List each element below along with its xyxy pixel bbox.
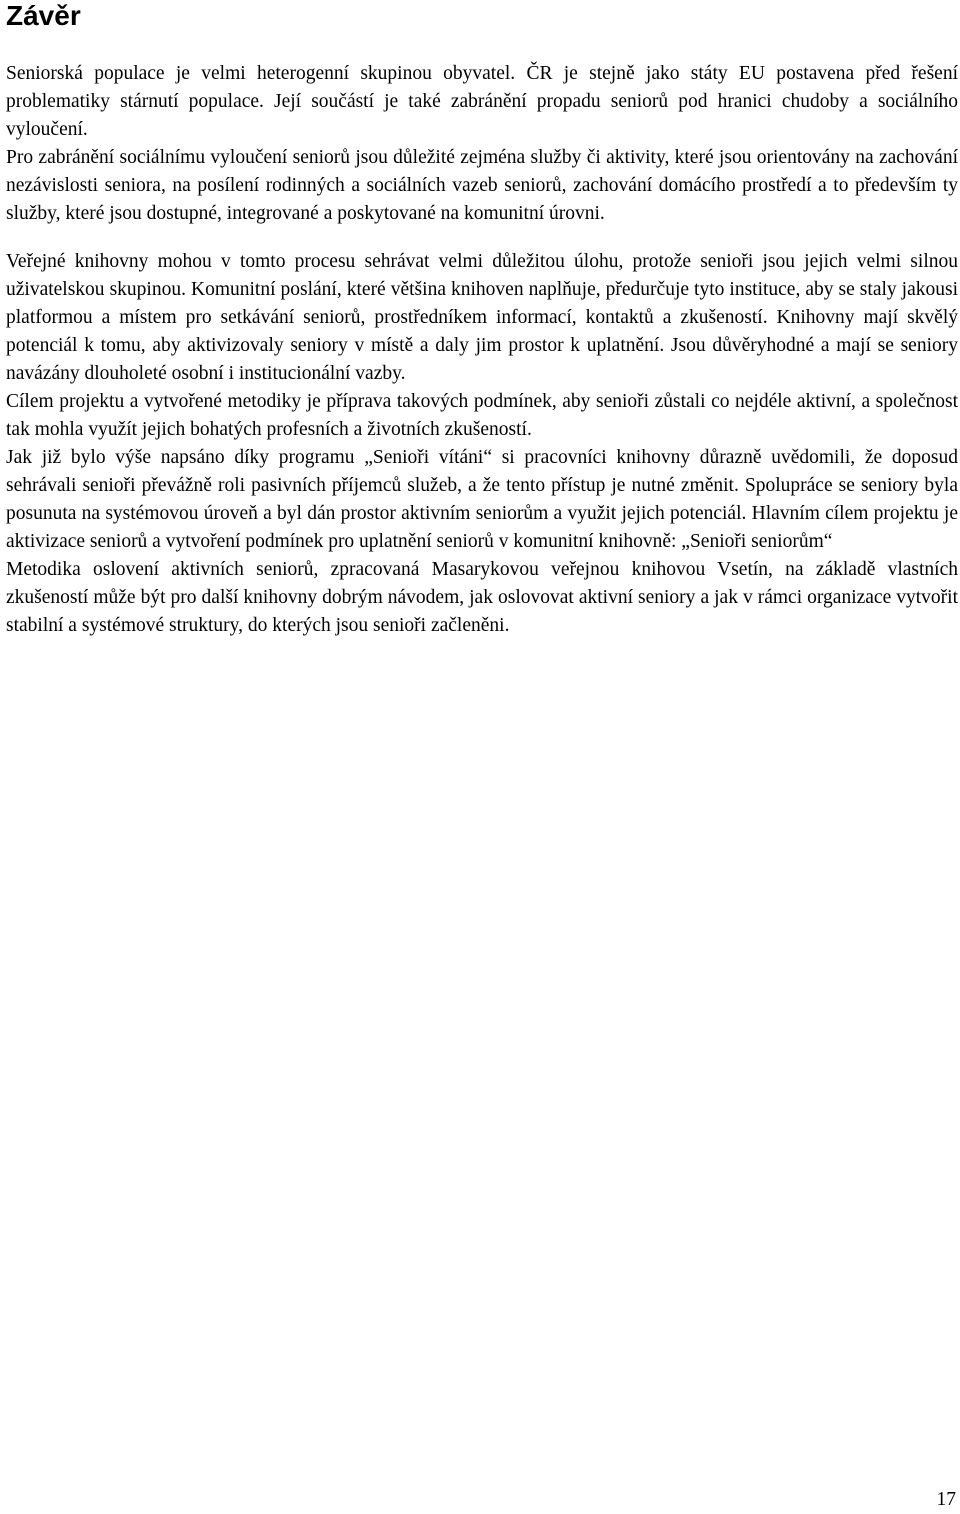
paragraph-intro: Seniorská populace je velmi heterogenní skupinou obyvatel. ČR je stejně jako státy EU postavena před řešení problematiky stárnutí populace. Její součástí je také zabránění propadu seniorů pod hranici chudoby a sociálního vyloučení. <box>6 63 958 140</box>
paragraph-public-libraries: Veřejné knihovny mohou v tomto procesu sehrávat velmi důležitou úlohu, protože senioři jsou jejich velmi silnou uživatelskou skupinou. Komunitní poslání, které většina knihoven naplňuje, předurčuje tyto instituce, aby se staly jakousi platformou a místem pro setkávání seniorů, prostředníkem informací, kontaktů a zkušeností. Knihovny mají skvělý potenciál k tomu, aby aktivizovaly seniory v místě a daly jim prostor k uplatnění. Jsou důvěryhodné a mají se seniory navázány dlouholeté osobní i institucionální vazby. <box>6 251 958 384</box>
document-body <box>6 60 958 640</box>
paragraph-spacer <box>6 228 958 248</box>
page-number: 17 <box>936 1489 956 1510</box>
paragraph-program: Jak již bylo výše napsáno díky programu „Senioři vítáni“ si pracovníci knihovny důrazně uvědomili, že doposud sehrávali senioři převážně roli pasivních příjemců služeb, a že tento přístup je nutné změnit. Spolupráce se seniory byla posunuta na systémovou úroveň a byl dán prostor aktivním seniorům a využit jejich potenciál. Hlavním cílem projektu je aktivizace seniorů a vytvoření podmínek pro uplatnění seniorů v komunitní knihovně: „Senioři seniorům“ <box>6 447 958 552</box>
paragraph-methodology: Metodika oslovení aktivních seniorů, zpracovaná Masarykovou veřejnou knihovou Vsetín, na základě vlastních zkušeností může být pro další knihovny dobrým návodem, jak oslovovat aktivní seniory a jak v rámci organizace vytvořit stabilní a systémové struktury, do kterých jsou senioři začleněni. <box>6 559 958 636</box>
paragraph-social-exclusion: Pro zabránění sociálnímu vyloučení seniorů jsou důležité zejména služby či aktivity, které jsou orientovány na zachování nezávislosti seniora, na posílení rodinných a sociálních vazeb seniorů, zachování domácího prostředí a to především ty služby, které jsou dostupné, integrované a poskytované na komunitní úrovni. <box>6 147 958 224</box>
page-title: Závěr <box>6 0 81 31</box>
paragraph-project-goal: Cílem projektu a vytvořené metodiky je příprava takových podmínek, aby senioři zůstali co nejdéle aktivní, a společnost tak mohla využít jejich bohatých profesních a životních zkušeností. <box>6 391 958 440</box>
